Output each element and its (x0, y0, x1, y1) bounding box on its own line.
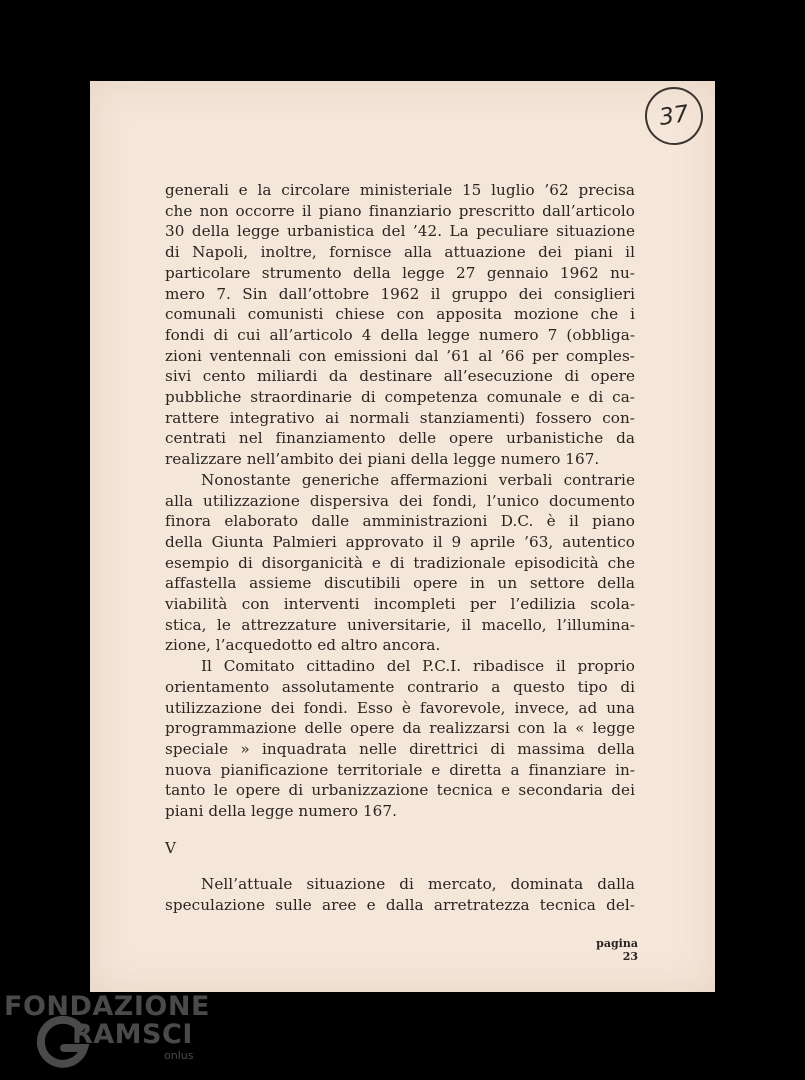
text-line: programmazione delle opere da realizzarsi con la « legge (165, 719, 635, 738)
text-line: realizzare nell’ambito dei piani della legge numero 167. (165, 450, 600, 469)
text-line: speculazione sulle aree e dalla arretratezza tecnica del- (165, 895, 635, 914)
handwritten-page-mark: 37 (641, 83, 707, 149)
text-line: fondi di cui all’articolo 4 della legge numero 7 (obbliga- (165, 325, 635, 344)
document-body (165, 180, 635, 915)
text-line: nuova pianificazione territoriale e diretta a finanziare in- (165, 760, 635, 779)
text-line: finora elaborato dalle amministrazioni D.C. è il piano (165, 512, 635, 531)
text-line: stica, le attrezzature universitarie, il macello, l’illumina- (165, 615, 635, 634)
text-line: rattere integrativo ai normali stanziamenti) fossero con- (165, 408, 635, 427)
text-line: della Giunta Palmieri approvato il 9 aprile ’63, autentico (165, 532, 635, 551)
text-line: piani della legge numero 167. (165, 802, 397, 821)
foundation-watermark-logo (4, 991, 210, 1071)
text-line: affastella assieme discutibili opere in un settore della (165, 574, 635, 593)
text-line: di Napoli, inoltre, fornisce alla attuazione dei piani il (165, 243, 635, 262)
text-line: particolare strumento della legge 27 gennaio 1962 nu- (165, 263, 635, 282)
text-line: speciale » inquadrata nelle direttrici di massima della (165, 739, 635, 758)
watermark-line-2: RAMSCI (72, 1019, 193, 1050)
text-line: utilizzazione dei fondi. Esso è favorevole, invece, ad una (165, 698, 635, 717)
text-line: Nell’attuale situazione di mercato, dominata dalla (201, 874, 635, 893)
watermark-suffix: onlus (164, 1049, 194, 1062)
text-line: Nonostante generiche affermazioni verbali contrarie (201, 470, 635, 489)
text-line: zione, l’acquedotto ed altro ancora. (165, 636, 441, 655)
scanned-page (90, 81, 715, 992)
text-line: pubbliche straordinarie di competenza comunale e di ca- (165, 388, 635, 407)
text-line: zioni ventennali con emissioni dal ’61 al ’66 per comples- (165, 346, 635, 365)
text-line: alla utilizzazione dispersiva dei fondi, l’unico documento (165, 491, 635, 510)
watermark-line-1: FONDAZIONE (4, 991, 210, 1022)
text-line: generali e la circolare ministeriale 15 luglio ’62 precisa (165, 181, 635, 199)
text-line: sivi cento miliardi da destinare all’esecuzione di opere (165, 367, 635, 386)
text-line: viabilità con interventi incompleti per l’edilizia scola- (165, 595, 635, 614)
section-heading: V (165, 838, 177, 857)
text-line: comunali comunisti chiese con apposita mozione che i (165, 305, 635, 324)
page-number: pagina 23 (596, 937, 638, 963)
text-line: 30 della legge urbanistica del ’42. La peculiare situazione (165, 222, 635, 241)
text-line: Il Comitato cittadino del P.C.I. ribadisce il proprio (201, 657, 635, 676)
text-line: orientamento assolutamente contrario a questo tipo di (165, 677, 635, 696)
text-line: che non occorre il piano finanziario prescritto dall’articolo (165, 201, 635, 220)
text-line: mero 7. Sin dall’ottobre 1962 il gruppo dei consiglieri (165, 284, 635, 303)
text-line: tanto le opere di urbanizzazione tecnica e secondaria dei (165, 781, 635, 800)
text-line: esempio di disorganicità e di tradizionale episodicità che (165, 553, 635, 572)
text-line: centrati nel finanziamento delle opere urbanistiche da (165, 429, 635, 448)
